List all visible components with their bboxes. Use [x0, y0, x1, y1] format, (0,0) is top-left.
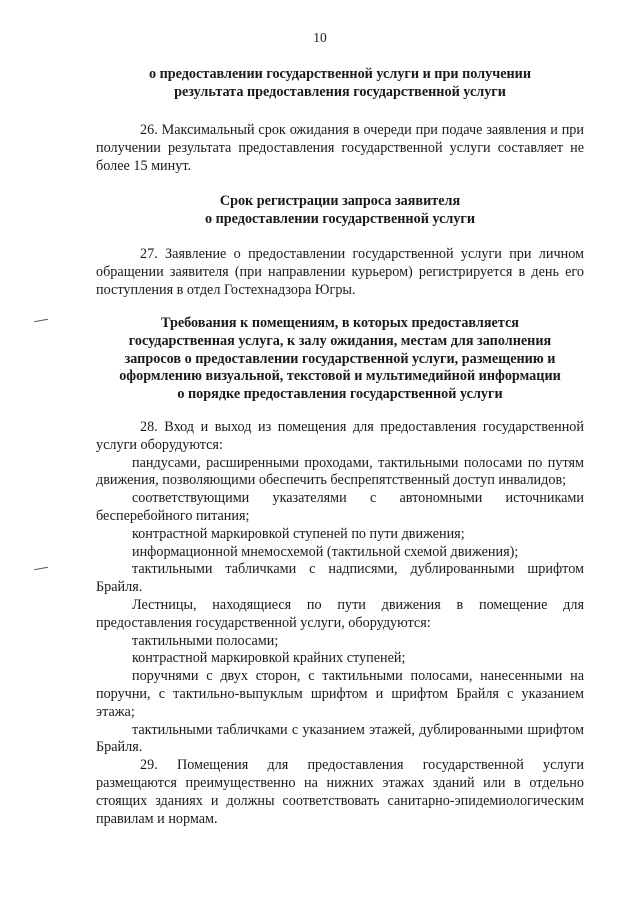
margin-mark [34, 567, 48, 570]
list-item: тактильными табличками с указанием этажей, дублированными шрифтом Брайля. [96, 721, 584, 756]
paragraph-26: 26. Максимальный срок ожидания в очереди при подаче заявления и при получении результата предоставления государственной услуги составляет не более 15 минут. [96, 122, 584, 174]
heading-line: государственная услуга, к залу ожидания, местам для заполнения [128, 332, 552, 349]
section-heading-waiting [96, 66, 584, 102]
list-item: контрастной маркировкой крайних ступеней; [132, 650, 406, 667]
heading-line: оформлению визуальной, текстовой и мультимедийной информации [119, 368, 561, 385]
list-item: тактильными полосами; [132, 632, 279, 649]
section-heading-premises [96, 315, 584, 404]
heading-line: о предоставлении государственной услуги и при получении [148, 66, 532, 82]
list-item: информационной мнемосхемой (тактильной схемой движения); [132, 543, 519, 560]
paragraph-28-intro: 28. Вход и выход из помещения для предоставления государственной услуги оборудуются: [96, 419, 584, 453]
heading-line: Срок регистрации запроса заявителя [219, 193, 461, 209]
stairs-intro: Лестницы, находящиеся по пути движения в помещение для предоставления государственной услуги, оборудуются: [96, 596, 584, 631]
paragraph-28-block [96, 419, 584, 828]
list-item: контрастной маркировкой ступеней по пути движения; [132, 525, 465, 542]
paragraph-29: 29. Помещения для предоставления государственной услуги размещаются преимущественно на нижних этажах зданий или в отдельно стоящих зданиях и должны соответствовать санитарно-эпидемиологическим правилам и нормам. [96, 757, 584, 827]
list-item: пандусами, расширенными проходами, тактильными полосами по путям движения, позволяющими обеспечить беспрепятственный доступ инвалидов; [96, 454, 584, 489]
heading-line: результата предоставления государственной услуги [174, 83, 506, 100]
list-item: поручнями с двух сторон, с тактильными полосами, нанесенными на поручни, с тактильно-выпуклым шрифтом и шрифтом Брайля с указанием этажа; [96, 668, 584, 720]
paragraph-27: 27. Заявление о предоставлении государственной услуги при личном обращении заявителя (при направлении курьером) регистрируется в день его поступления в отдел Гостехнадзора Югры. [96, 246, 584, 298]
section-heading-registration [96, 193, 584, 229]
heading-line: запросов о предоставлении государственной услуги, размещению и [124, 350, 556, 367]
list-item: тактильными табличками с надписями, дублированными шрифтом Брайля. [96, 561, 584, 596]
heading-line: о предоставлении государственной услуги [204, 210, 476, 227]
margin-mark [34, 319, 48, 322]
heading-line: Требования к помещениям, в которых предоставляется [161, 315, 519, 331]
page-number: 10 [313, 30, 327, 45]
list-item: соответствующими указателями с автономными источниками бесперебойного питания; [96, 490, 584, 524]
heading-line: о порядке предоставления государственной услуги [177, 386, 503, 403]
